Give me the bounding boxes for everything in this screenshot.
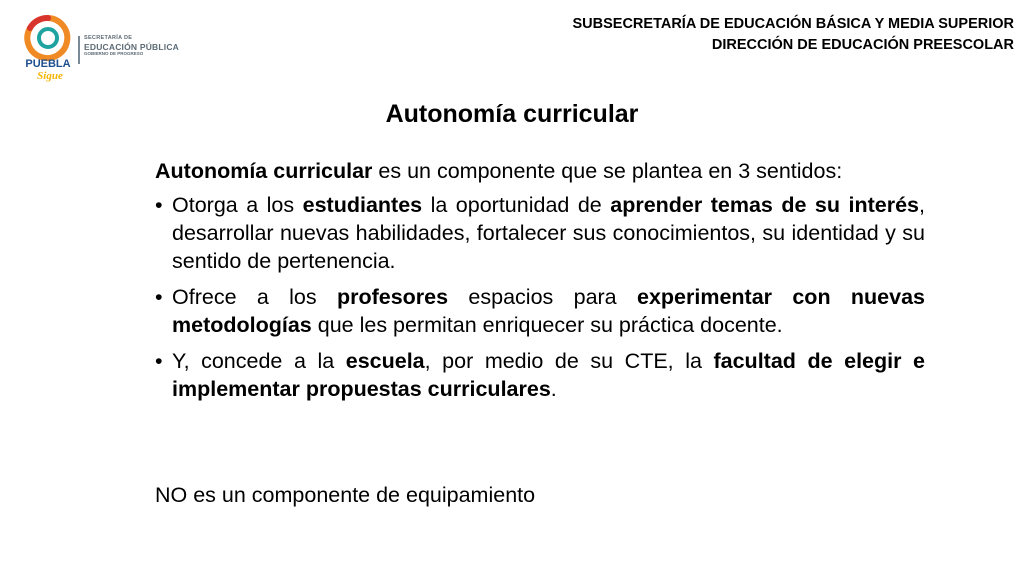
bullet-text: Y, concede a la <box>172 349 346 373</box>
bullet-icon: • <box>155 349 163 373</box>
sep-logo-text <box>84 36 194 57</box>
closing-statement: NO es un componente de equipamiento <box>155 483 536 507</box>
bullet-text: la oportunidad de <box>422 193 611 217</box>
logo-brand-line1: PUEBLA <box>25 58 71 70</box>
intro-paragraph <box>155 157 925 185</box>
bullet-item <box>155 283 925 339</box>
bullet-text: Ofrece a los <box>172 285 337 309</box>
intro-bold: Autonomía curricular <box>155 159 373 183</box>
slide-title: Autonomía curricular <box>385 100 639 128</box>
bullet-text-bold: facultad de elegir e implementar propuestas curriculares <box>172 349 925 401</box>
header-logo <box>20 14 190 82</box>
bullet-text: , por medio de su CTE, la <box>424 349 714 373</box>
header-line2: DIRECCIÓN DE EDUCACIÓN PREESCOLAR <box>711 37 1014 53</box>
bullet-list <box>155 191 925 403</box>
header-institution <box>573 14 1015 56</box>
bullet-text-bold: escuela <box>345 349 425 373</box>
bullet-text: que les permitan enriquecer su práctica docente. <box>311 313 783 337</box>
puebla-sigue-logo-icon <box>22 14 74 82</box>
sep-line2: EDUCACIÓN PÚBLICA <box>84 41 180 52</box>
bullet-icon: • <box>155 285 163 309</box>
bullet-text: Otorga a los <box>172 193 303 217</box>
bullet-text-bold: profesores <box>336 285 449 309</box>
sep-line1: SECRETARÍA DE <box>84 35 133 41</box>
logo-brand-line2: Sigue <box>37 70 63 82</box>
bullet-item <box>155 191 925 275</box>
bullet-icon: • <box>155 193 163 217</box>
bullet-item <box>155 347 925 403</box>
header-line1: SUBSECRETARÍA DE EDUCACIÓN BÁSICA Y MEDIA SUPERIOR <box>572 16 1014 32</box>
bullet-text: . <box>550 377 557 401</box>
bullet-text-bold: aprender temas de su interés <box>610 193 920 217</box>
sep-line3: GOBIERNO DE PROGRESO <box>84 51 144 56</box>
bullet-text: espacios para <box>448 285 637 309</box>
intro-rest: es un componente que se plantea en 3 sentidos: <box>372 159 843 183</box>
bullet-text-bold: experimentar con nuevas metodologías <box>172 285 926 337</box>
logo-divider <box>78 36 80 64</box>
slide-content <box>155 157 925 411</box>
bullet-text: , desarrollar nuevas habilidades, fortalecer sus conocimientos, su identidad y su sentido de pertenencia. <box>172 193 925 273</box>
bullet-text-bold: estudiantes <box>302 193 423 217</box>
